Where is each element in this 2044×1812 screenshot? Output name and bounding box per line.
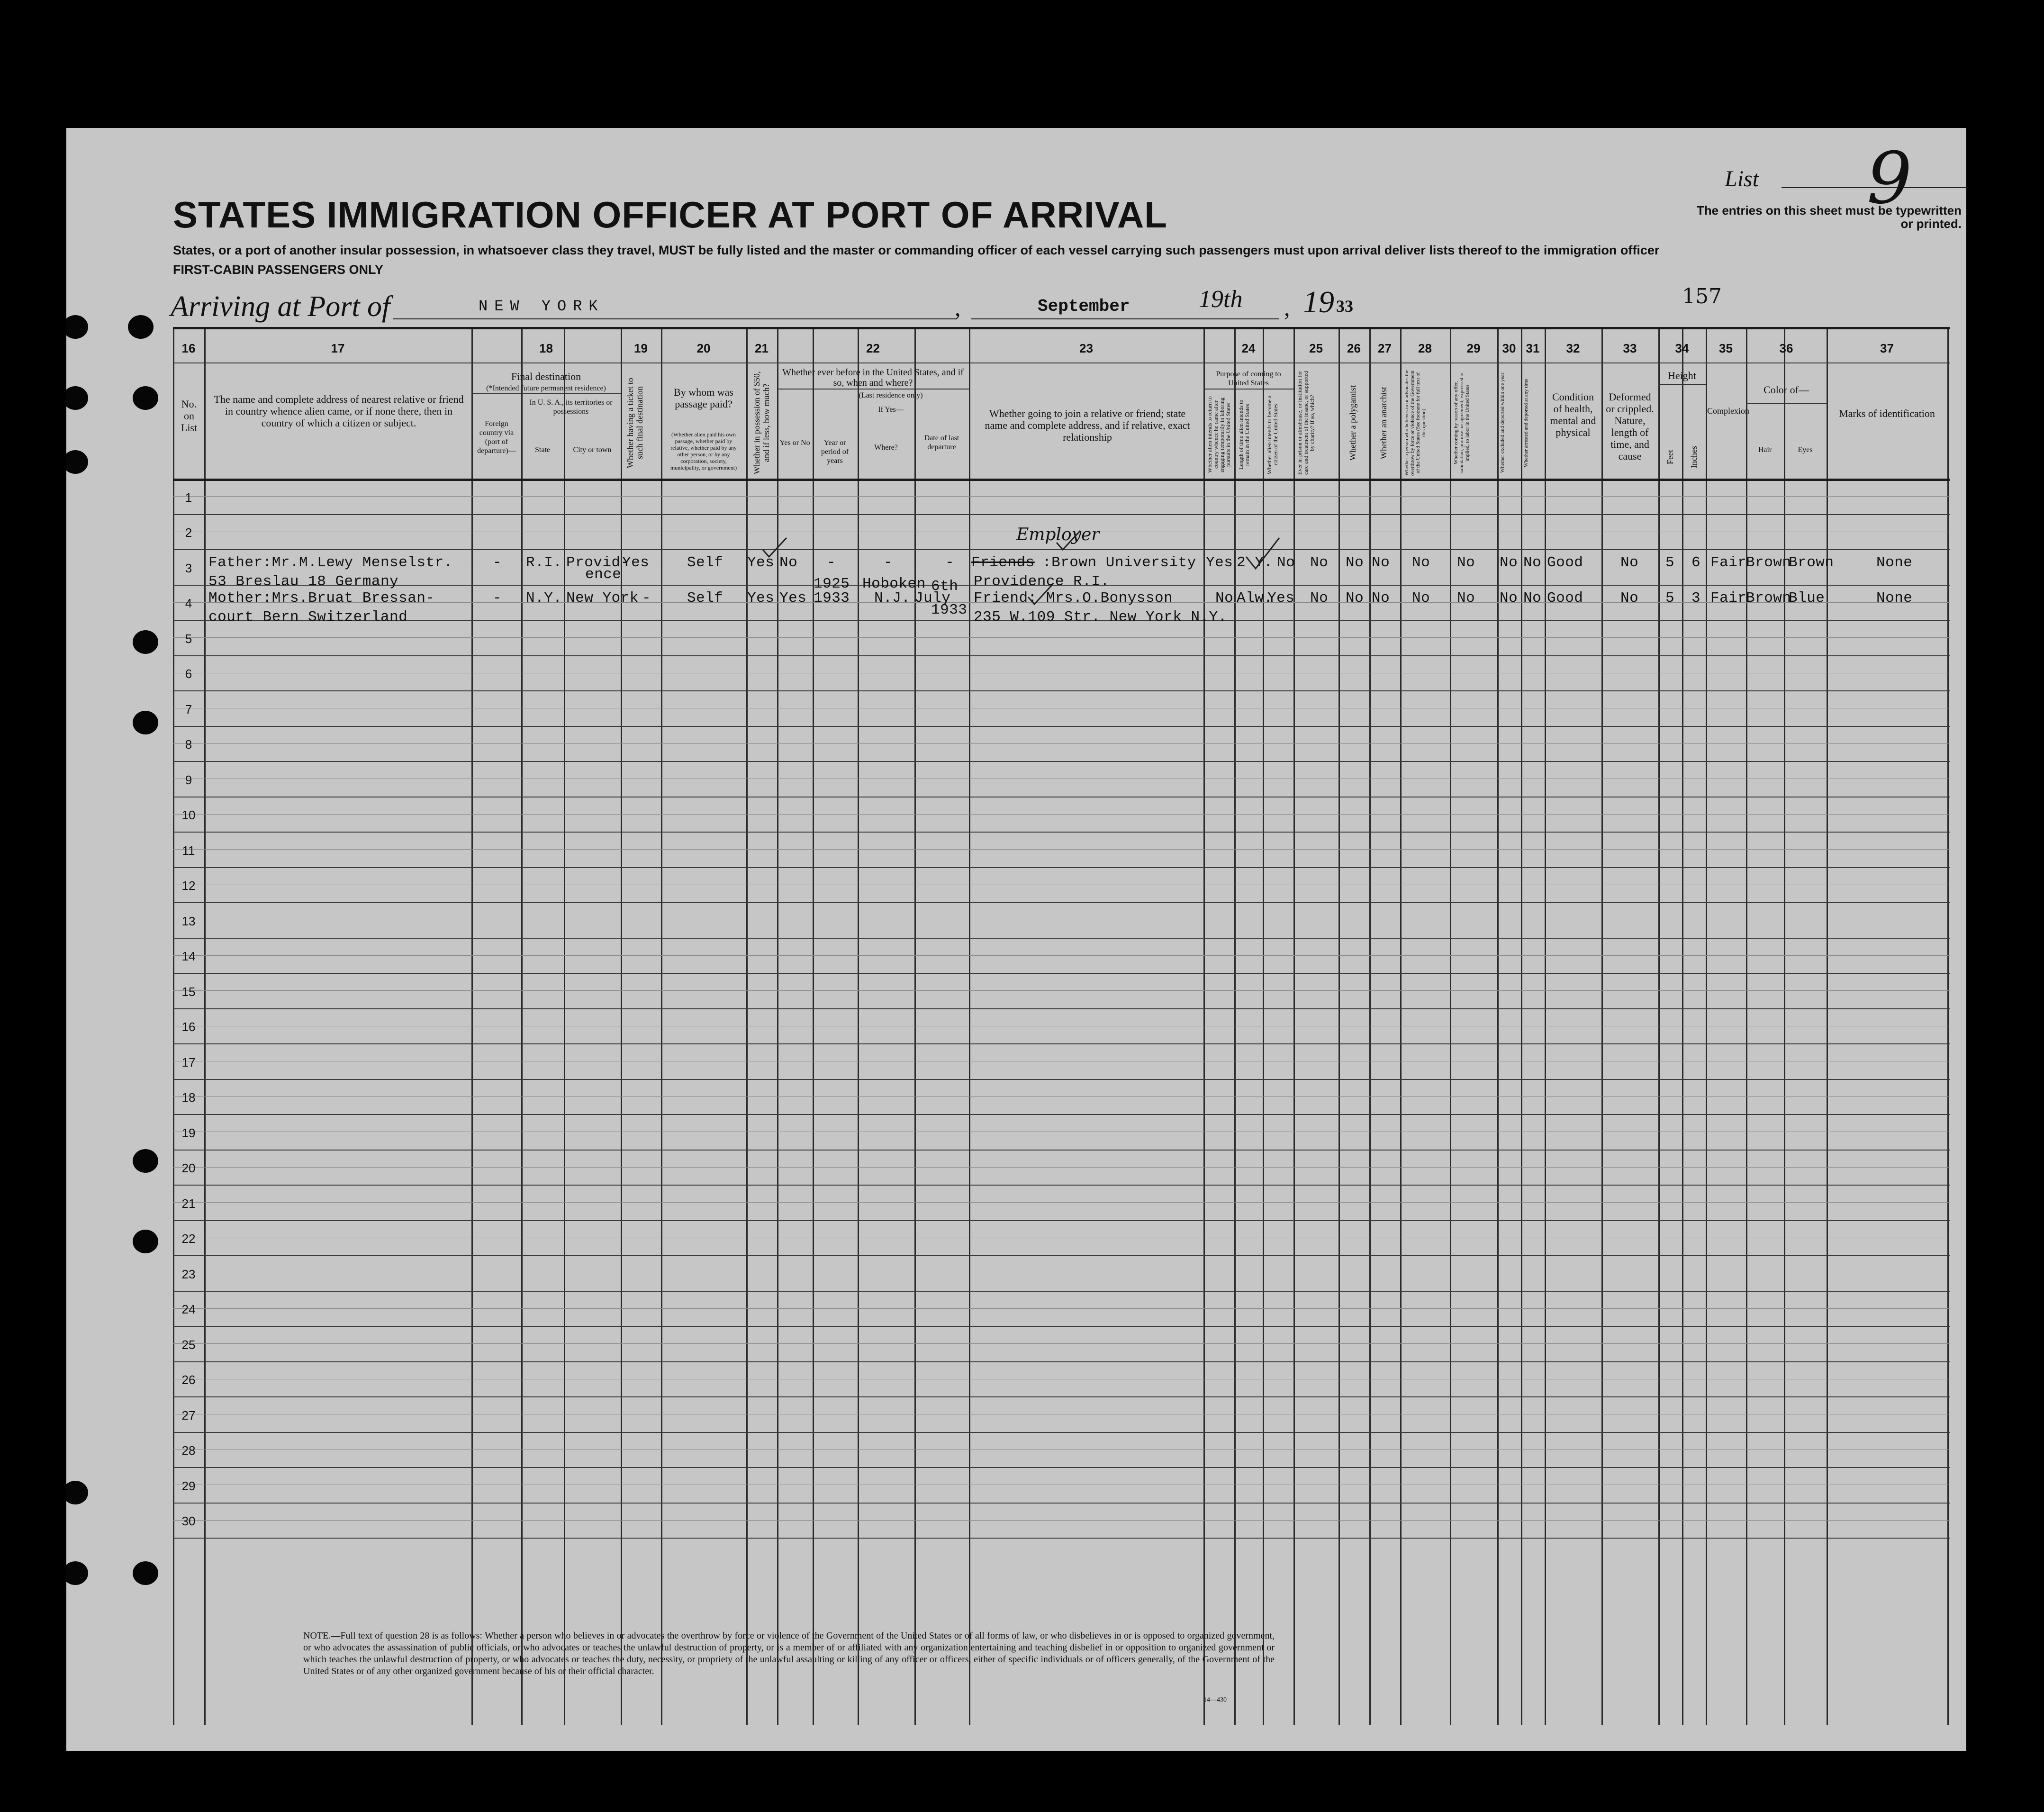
year: 1925 (814, 576, 850, 592)
punch-hole (128, 315, 154, 339)
header-prison: Ever in prison or almshouse, or institution for care and treatment of the insane, or supported by charity? If so, which? (1296, 371, 1315, 475)
form-subtitle: FIRST-CABIN PASSENGERS ONLY (173, 263, 384, 277)
header-in-usa: In U. S. A., its territories or possessions (529, 399, 613, 416)
row-rule (173, 1150, 1950, 1151)
checkmark-icon (1026, 583, 1054, 607)
polygamist: No (1346, 590, 1364, 607)
row-midline (173, 1343, 1950, 1344)
city: Provid- (566, 554, 630, 571)
header-city: City or town (573, 446, 612, 454)
eyes: Brown (1789, 554, 1834, 571)
passage: Self (687, 590, 724, 607)
feet: 5 (1665, 590, 1675, 607)
year: - (827, 554, 836, 571)
separator: , (955, 294, 961, 321)
header-ticket: Whether having a ticket to such final destination (625, 378, 644, 468)
port-underline (393, 318, 957, 319)
header-height: Height (1668, 370, 1696, 381)
row-number: 26 (181, 1373, 196, 1387)
header-health: Condition of health, mental and physical (1550, 391, 1596, 438)
q29: No (1457, 590, 1475, 607)
arrival-port: NEW YORK (479, 298, 605, 315)
row-rule (173, 726, 1950, 727)
row-rule (173, 761, 1950, 762)
column-number: 33 (1623, 341, 1637, 355)
header-q30: Whether excluded and deported within one year (1500, 372, 1505, 473)
where: N.J. (874, 590, 911, 607)
row-number: 27 (181, 1408, 196, 1422)
form-title: STATES IMMIGRATION OFFICER AT PORT OF ARRIVAL (173, 194, 1167, 236)
relative-line: Father:Mr.M.Lewy Menselstr. (208, 554, 453, 571)
row-number: 8 (185, 737, 192, 752)
row-rule (173, 1467, 1950, 1468)
row-rule (173, 1326, 1950, 1327)
relative-line: 53 Breslau 18 Germany (208, 573, 399, 590)
checkmark-icon (1054, 528, 1083, 552)
header-top-rule (173, 327, 1950, 329)
q31: No (1523, 554, 1542, 571)
column-number: 28 (1418, 341, 1432, 355)
list-label: List (1725, 166, 1759, 191)
punch-hole (133, 711, 158, 734)
row-rule (173, 1432, 1950, 1433)
row-number: 16 (181, 1020, 196, 1034)
header-anarchist: Whether an anarchist (1379, 387, 1388, 459)
header-subrule (777, 389, 969, 390)
row-midline (173, 990, 1950, 991)
checkmark-icon (760, 535, 789, 559)
column-number: 23 (1079, 341, 1093, 355)
prison: No (1310, 554, 1329, 571)
footnote-q28: NOTE.—Full text of question 28 is as follows: Whether a person who believes in or advocates the overthrow by force or violence of the Government of the United States or of all forms of law, or who disbelieves in or is opposed to organized government, or who advocates the assassination of public officials, or who advocates or teaches the unlawful destruction of property, or is a member of or affiliated with any organization entertaining and teaching disbelief in or opposition to organized government or which teaches the unlawful destruction of property, or who advocates or teaches the duty, necessity, or propriety of the unlawful assaulting or killing of any officer or officers, either of specific individuals or of officers generally, of the Government of the United States or of any other organized government because of his or their official character. (303, 1631, 1275, 1676)
header-purpose-return: Whether alien intends to return to country whence he came after engaging temporarily in laboring pursuits in the United States (1206, 396, 1231, 473)
row-number: 23 (181, 1267, 196, 1281)
q31: No (1523, 590, 1542, 607)
column-number-rule (173, 362, 1950, 363)
purpose-citizen: No (1277, 554, 1295, 571)
column-number: 27 (1378, 341, 1392, 355)
header-last-residence: (Last residence only) (859, 391, 923, 399)
row-rule (173, 690, 1950, 691)
row-number: 4 (185, 596, 192, 610)
header-inches: Inches (1689, 446, 1699, 469)
row-rule (173, 1043, 1950, 1044)
punch-hole (66, 450, 88, 474)
column-number: 25 (1309, 341, 1323, 355)
city: New York (566, 590, 639, 607)
date-departure: July (914, 590, 951, 607)
q29: No (1457, 554, 1475, 571)
state: N.Y. (526, 590, 562, 607)
manifest-sheet (66, 128, 1966, 1751)
ticket: - (642, 590, 651, 607)
date-underline (971, 318, 1279, 319)
marks: None (1876, 590, 1913, 607)
row-number: 6 (185, 667, 192, 681)
deformed: No (1620, 554, 1639, 571)
row-number: 7 (185, 702, 192, 716)
state: R.I. (526, 554, 562, 571)
row-midline (173, 814, 1950, 815)
header-deformed: Deformed or crippled. Nature, length of time, and cause (1606, 391, 1654, 462)
ever-before: Yes (779, 590, 807, 607)
punch-hole (66, 1481, 88, 1504)
row-number: 3 (185, 561, 192, 575)
row-number: 20 (181, 1161, 196, 1175)
eyes: Blue (1789, 590, 1825, 607)
form-intro: States, or a port of another insular possession, in whatsoever class they travel, MUST be fully listed and the master or commanding officer of each vessel carrying such passengers must upon arrival deliver lists thereof to the immigration officer (173, 243, 1660, 257)
row-rule (173, 1503, 1950, 1504)
arrival-month: September (1038, 297, 1130, 316)
q30: No (1500, 554, 1518, 571)
where: Hoboken (862, 576, 926, 592)
punch-hole (66, 386, 88, 410)
feet: 5 (1665, 554, 1675, 571)
row-midline (173, 637, 1950, 638)
row-rule (173, 1008, 1950, 1009)
column-number: 29 (1466, 341, 1481, 355)
column-number: 32 (1566, 341, 1580, 355)
row-rule (173, 867, 1950, 868)
health: Good (1547, 590, 1583, 607)
header-subrule (471, 393, 621, 394)
header-q28: Whether a person who believes in or advocates the overthrow by force or violence of the Government of the United States (See footnote for full text of this question) (1404, 370, 1427, 476)
relative-line: court Bern Switzerland (208, 609, 408, 625)
header-feet: Feet (1665, 450, 1675, 465)
date-departure: 1933 (931, 602, 968, 618)
checkmark-icon (1244, 535, 1282, 573)
header-year-period: Year or period of years (821, 439, 849, 465)
column-number: 16 (181, 341, 196, 355)
row-rule (173, 514, 1950, 515)
row-rule (173, 1220, 1950, 1221)
header-state: State (535, 446, 550, 454)
row-rule (173, 832, 1950, 833)
header-eyes: Eyes (1798, 446, 1813, 454)
punch-hole (133, 630, 158, 654)
purpose-return: Yes (1206, 554, 1233, 571)
purpose-length: Alw. (1237, 590, 1273, 607)
polygamist: No (1346, 554, 1364, 571)
passage: Self (687, 554, 724, 571)
row-number: 22 (181, 1232, 196, 1246)
form-number: 14—430 (1203, 1696, 1227, 1703)
row-rule (173, 973, 1950, 974)
joining-line: :Brown University (1042, 554, 1196, 571)
row-rule (173, 1538, 1950, 1539)
health: Good (1547, 554, 1583, 571)
header-subrule (1658, 384, 1706, 385)
complexion: Fair (1710, 590, 1747, 607)
row-rule (173, 1255, 1950, 1256)
city: ence (585, 566, 622, 583)
row-rule (173, 902, 1950, 903)
header-passage-note: (Whether alien paid his own passage, whether paid by relative, whether paid by any other person, or by any corporation, society, municipality, or government) (670, 431, 737, 471)
header-ever-before: Whether ever before in the United States, and if so, when and where? (782, 367, 964, 388)
header-q31: Whether arrested and deported at any time (1523, 379, 1529, 467)
q30: No (1500, 590, 1518, 607)
joining-line: Providence R.I. (974, 573, 1110, 590)
header-if-yes: If Yes— (878, 406, 904, 414)
punch-hole (133, 1561, 158, 1585)
row-number: 5 (185, 631, 192, 646)
column-number: 34 (1675, 341, 1689, 355)
row-midline (173, 849, 1950, 850)
row-rule (173, 938, 1950, 939)
possession: Yes (747, 554, 775, 571)
arrival-year-prefix: 19 (1303, 285, 1334, 319)
row-number: 17 (181, 1055, 196, 1069)
row-number: 9 (185, 772, 192, 787)
date-departure: 6th (931, 578, 959, 595)
row-number: 18 (181, 1090, 196, 1105)
row-number: 10 (181, 808, 196, 822)
header-subrule (1203, 389, 1293, 390)
hair: Brown (1746, 590, 1791, 607)
prison: No (1310, 590, 1329, 607)
column-number: 20 (696, 341, 711, 355)
header-date-departure: Date of last departure (924, 434, 959, 451)
row-number: 12 (181, 879, 196, 893)
header-relative-address: The name and complete address of nearest relative or friend in country whence alien came, or if none there, then in country of which a citizen or subject. (214, 393, 464, 429)
hair: Brown (1746, 554, 1791, 571)
column-number: 19 (634, 341, 648, 355)
column-number: 36 (1779, 341, 1793, 355)
row-midline (173, 955, 1950, 956)
row-number: 24 (181, 1302, 196, 1316)
relative-line: Mother:Mrs.Bruat Bressan- (208, 590, 435, 607)
joining-struck: Friends (971, 554, 1035, 571)
header-color-of: Color of— (1764, 384, 1809, 396)
column-number: 17 (331, 341, 345, 355)
row-midline (173, 496, 1950, 497)
row-number: 28 (181, 1443, 196, 1458)
header-marks: Marks of identification (1839, 408, 1935, 419)
punch-hole (133, 386, 158, 410)
column-number: 21 (755, 341, 769, 355)
handwritten-employer: Employer (1016, 525, 1100, 544)
ever-before: No (779, 554, 798, 571)
row-number: 30 (181, 1514, 196, 1528)
year: 1933 (814, 590, 850, 607)
q28: No (1412, 554, 1430, 571)
header-polygamist: Whether a polygamist (1348, 385, 1357, 461)
header-yes-or-no: Yes or No (779, 439, 810, 447)
row-number: 2 (185, 525, 192, 540)
row-rule (173, 1291, 1950, 1292)
header-possession: Whether in possession of $50, and if less, how much? (752, 371, 771, 475)
row-midline (173, 1167, 1950, 1168)
row-midline (173, 1202, 1950, 1203)
header-q29: Whether coming by reason of any offer, solicitation, promise, or agreement, expressed or implied, to labor in the United States (1453, 372, 1470, 474)
row-number: 11 (182, 843, 195, 858)
arrival-year-suffix: 33 (1336, 297, 1353, 316)
ticket: Yes (622, 554, 650, 571)
row-number: 19 (181, 1125, 196, 1140)
purpose-length: 2 Y. (1237, 554, 1273, 571)
row-number: 21 (181, 1196, 196, 1211)
row-rule (173, 655, 1950, 656)
row-number: 1 (185, 490, 192, 505)
header-subrule (1746, 403, 1827, 404)
deformed: No (1620, 590, 1639, 607)
arrival-day: 19th (1199, 286, 1243, 313)
row-number: 13 (181, 914, 196, 928)
marks: None (1876, 554, 1913, 571)
inches: 6 (1691, 554, 1701, 571)
header-purpose-length: Length of time alien intends to remain in the United States (1238, 399, 1250, 470)
complexion: Fair (1710, 554, 1747, 571)
arriving-label: Arriving at Port of (171, 290, 390, 323)
row-number: 29 (181, 1478, 196, 1493)
joining-line: 235 W.109 Str. New York N.Y. (974, 609, 1227, 625)
column-number: 35 (1719, 341, 1733, 355)
column-number: 24 (1241, 341, 1256, 355)
anarchist: No (1372, 590, 1390, 607)
row-rule (173, 1361, 1950, 1362)
header-purpose-citizen: Whether alien intends to become a citizen of the United States (1266, 395, 1279, 474)
list-number: 9 (1867, 137, 1912, 220)
column-number: 30 (1502, 341, 1516, 355)
column-number: 22 (866, 341, 880, 355)
foreign-country: - (493, 554, 502, 571)
anarchist: No (1372, 554, 1390, 571)
manifest-table (173, 327, 1950, 1725)
punch-hole (66, 1561, 88, 1585)
header-foreign-country: Foreign country via (port of departure)— (477, 420, 516, 455)
header-passage-paid: By whom was passage paid? (674, 386, 733, 410)
column-number: 26 (1347, 341, 1361, 355)
row-number: 25 (181, 1337, 196, 1352)
row-rule (173, 1079, 1950, 1080)
header-joining-relative: Whether going to join a relative or friend; state name and complete address, and if relative, exact relationship (985, 408, 1190, 443)
header-hair: Hair (1758, 446, 1772, 454)
header-bottom-rule (173, 479, 1950, 481)
punch-hole (133, 1149, 158, 1173)
header-purpose: Purpose of coming to United States (1216, 370, 1281, 387)
header-where: Where? (874, 444, 898, 452)
purpose-return: No (1215, 590, 1234, 607)
row-rule (173, 1185, 1950, 1186)
row-midline (173, 1096, 1950, 1097)
possession: Yes (747, 590, 775, 607)
row-rule (173, 1396, 1950, 1397)
column-number: 37 (1880, 341, 1894, 355)
header-complexion: Complexion (1707, 406, 1749, 416)
row-number: 15 (181, 984, 196, 999)
typewritten-instruction: The entries on this sheet must be typewritten or printed. (1696, 203, 1962, 231)
header-no-on-list: No. on List (181, 398, 198, 434)
punch-hole (66, 315, 88, 339)
separator: , (1284, 294, 1290, 321)
column-number: 31 (1526, 341, 1540, 355)
header-final-destination-note: (*Intended future permanent residence) (486, 384, 606, 392)
joining-line: Friend: Mrs.O.Bonysson (974, 590, 1173, 607)
header-final-destination: Final destination (511, 371, 581, 382)
row-midline (173, 1520, 1950, 1521)
q28: No (1412, 590, 1430, 607)
punch-hole (133, 1230, 158, 1253)
foreign-country: - (493, 590, 502, 607)
row-rule (173, 1114, 1950, 1115)
page-number: 157 (1682, 284, 1722, 308)
date-departure: - (945, 554, 955, 571)
row-number: 14 (181, 949, 196, 963)
where: - (884, 554, 893, 571)
row-midline (173, 1308, 1950, 1309)
inches: 3 (1691, 590, 1701, 607)
row-midline (173, 743, 1950, 744)
purpose-citizen: Yes (1267, 590, 1295, 607)
column-number: 18 (539, 341, 553, 355)
